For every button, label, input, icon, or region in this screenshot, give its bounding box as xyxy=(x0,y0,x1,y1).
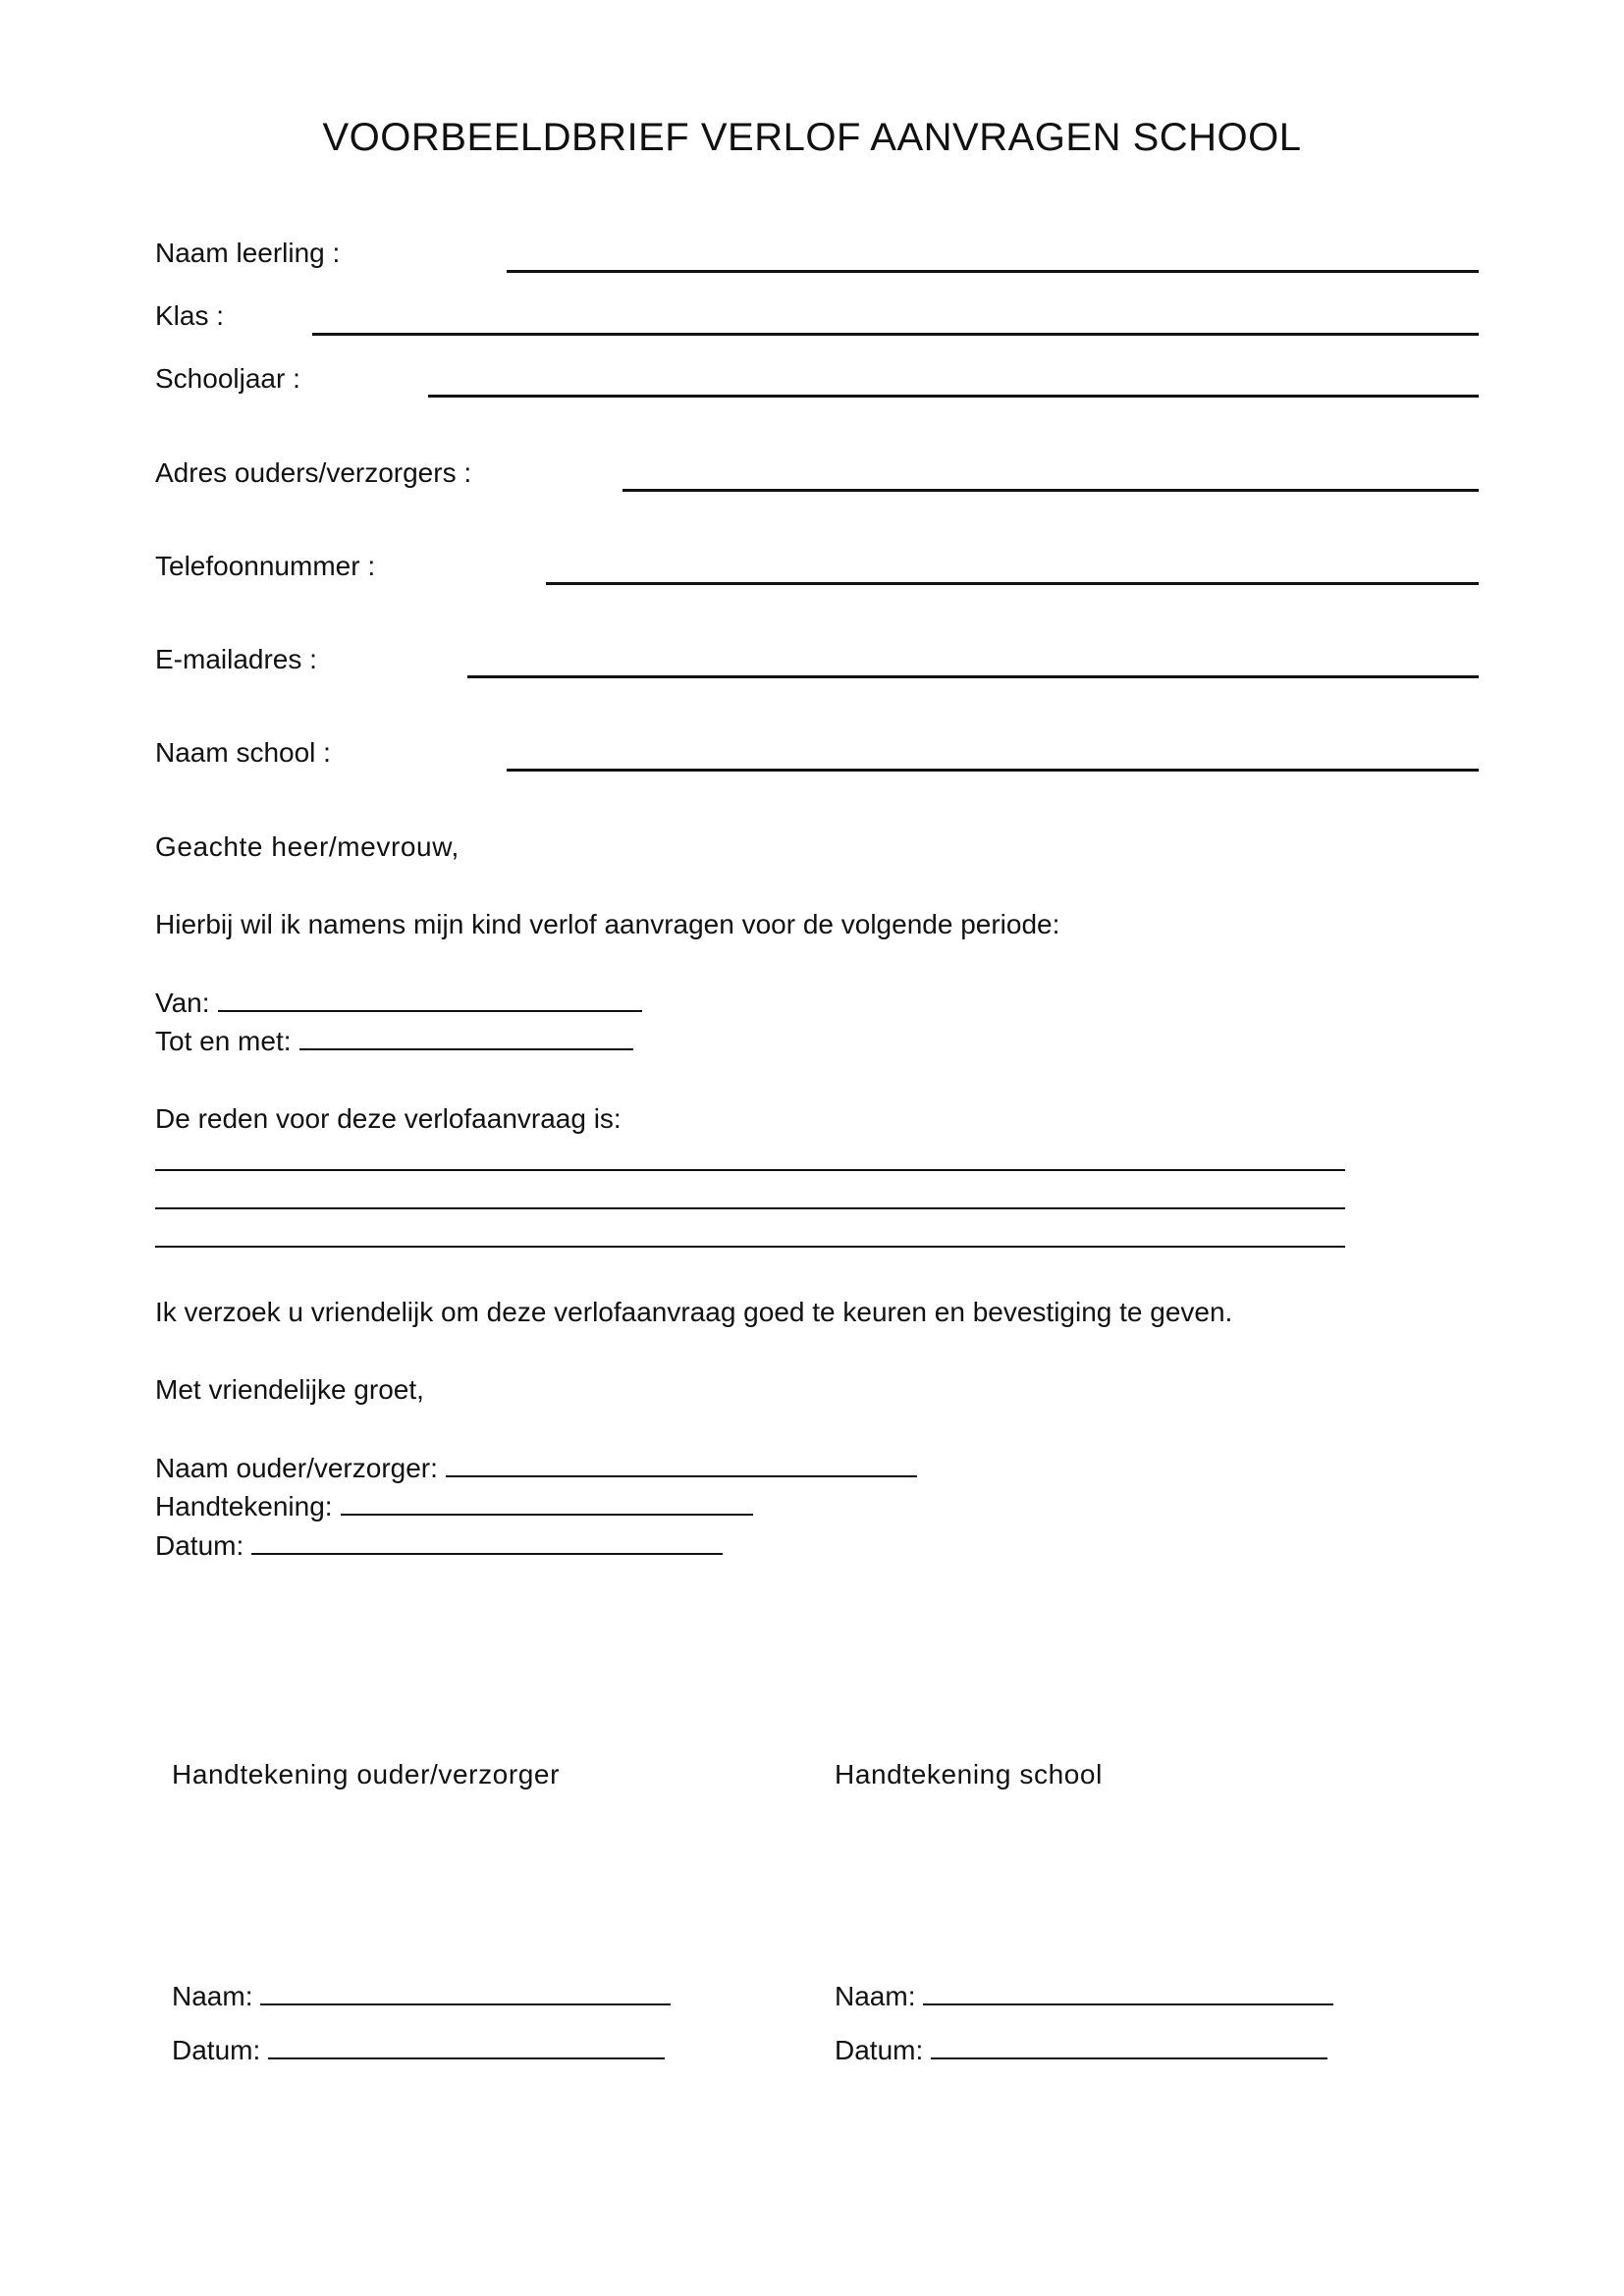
school-datum-label: Datum: xyxy=(835,2035,924,2065)
naam-ouder-label: Naam ouder/verzorger: xyxy=(155,1453,438,1483)
handtekening-row xyxy=(155,1490,753,1522)
parent-datum-label: Datum: xyxy=(172,2035,261,2065)
handtekening-line[interactable] xyxy=(341,1490,753,1516)
school-naam-line[interactable] xyxy=(923,1980,1333,2005)
van-row xyxy=(155,987,642,1019)
naam-ouder-line[interactable] xyxy=(446,1452,917,1477)
salutation: Geachte heer/mevrouw, xyxy=(155,831,460,862)
label-naam-leerling: Naam leerling : xyxy=(155,238,341,268)
van-line[interactable] xyxy=(218,987,642,1012)
document-title: VOORBEELDBRIEF VERLOF AANVRAGEN SCHOOL xyxy=(322,116,1302,159)
email-line[interactable] xyxy=(467,675,1479,678)
telefoon-line[interactable] xyxy=(546,582,1479,585)
closing-text: Met vriendelijke groet, xyxy=(155,1374,424,1405)
naam-leerling-line[interactable] xyxy=(507,270,1479,273)
school-datum-row xyxy=(835,2034,1327,2066)
parent-naam-row xyxy=(172,1980,671,2012)
school-signature-heading: Handtekening school xyxy=(835,1759,1103,1789)
reason-line-1[interactable] xyxy=(155,1169,1345,1171)
datum-row xyxy=(155,1529,723,1562)
reason-line-3[interactable] xyxy=(155,1246,1345,1248)
datum-label: Datum: xyxy=(155,1530,244,1561)
request-text: Ik verzoek u vriendelijk om deze verlofaanvraag goed te keuren en bevestiging te geven. xyxy=(155,1297,1233,1327)
handtekening-label: Handtekening: xyxy=(155,1491,333,1522)
label-schooljaar: Schooljaar : xyxy=(155,363,300,394)
parent-datum-row xyxy=(172,2034,665,2066)
naam-school-line[interactable] xyxy=(507,769,1479,772)
label-email: E-mailadres : xyxy=(155,644,317,674)
datum-line[interactable] xyxy=(251,1529,723,1555)
van-label: Van: xyxy=(155,988,210,1018)
tot-row xyxy=(155,1025,633,1057)
label-klas: Klas : xyxy=(155,300,225,331)
naam-ouder-row xyxy=(155,1452,917,1484)
schooljaar-line[interactable] xyxy=(428,395,1479,398)
school-naam-row xyxy=(835,1980,1333,2012)
klas-line[interactable] xyxy=(312,333,1479,336)
school-datum-line[interactable] xyxy=(931,2034,1327,2059)
reason-label: De reden voor deze verlofaanvraag is: xyxy=(155,1103,622,1134)
label-adres: Adres ouders/verzorgers : xyxy=(155,457,472,488)
parent-naam-line[interactable] xyxy=(260,1980,671,2005)
school-naam-label: Naam: xyxy=(835,1981,916,2011)
intro-text: Hierbij wil ik namens mijn kind verlof aanvragen voor de volgende periode: xyxy=(155,909,1060,939)
parent-signature-heading: Handtekening ouder/verzorger xyxy=(172,1759,561,1789)
label-telefoon: Telefoonnummer : xyxy=(155,551,376,581)
parent-naam-label: Naam: xyxy=(172,1981,253,2011)
adres-line[interactable] xyxy=(623,489,1479,492)
reason-line-2[interactable] xyxy=(155,1207,1345,1209)
tot-line[interactable] xyxy=(299,1025,633,1050)
parent-datum-line[interactable] xyxy=(268,2034,665,2059)
label-naam-school: Naam school : xyxy=(155,737,331,768)
tot-label: Tot en met: xyxy=(155,1026,292,1056)
